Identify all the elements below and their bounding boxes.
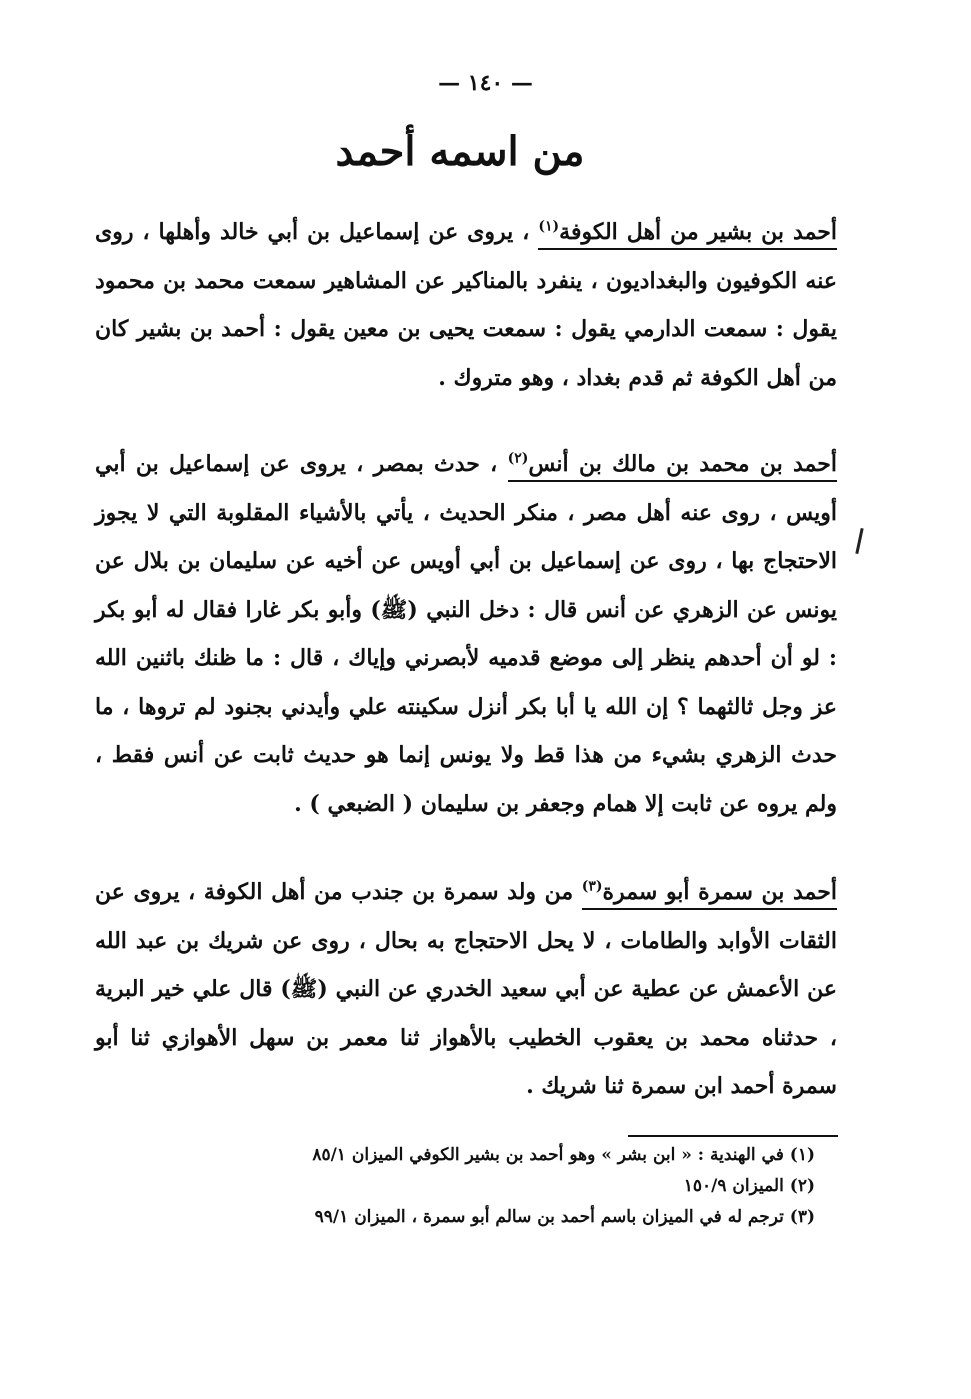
entry-body: ، حدث بمصر ، يروى عن إسماعيل بن أبي أويس ، روى عنه أهل مصر ، منكر الحديث ، يأتي بالأشياء المقلوبة التي لا يجوز الاحتجاج بها ، روى عن إسماعيل بن أبي أويس عن أخيه عن سليمان بن بلال عن يونس عن الزهري عن أنس قال : دخل النبي (ﷺ) وأبو بكر غارا فقال له أبو بكر : لو أن أحدهم ينظر إلى موضع قدميه لأبصرني وإياك ، قال : ما ظنك باثنين الله عز وجل ثالثهما ؟ إن الله يا أبا بكر أنزل سكينته علي وأيدني بجنود لم تروها ، ما حدث الزهري بشيء من هذا قط ولا يونس إنما هو حديث ثابت عن أنس فقط ، ولم يروه عن ثابت إلا همام وجعفر بن سليمان ( الضبعي ) . xyxy=(95,451,837,817)
biography-entry xyxy=(95,868,837,1111)
entry-heading xyxy=(582,879,837,910)
biography-entry xyxy=(95,208,837,402)
entry-body: من ولد سمرة بن جندب من أهل الكوفة ، يروى عن الثقات الأوابد والطامات ، لا يحل الاحتجاج به بحال ، روى عن شريك بن عبد الله عن الأعمش عن عطية عن أبي سعيد الخدري عن النبي (ﷺ) قال علي خير البرية ، حدثناه محمد بن يعقوب الخطيب بالأهواز ثنا معمر بن سهل الأهوازي ثنا أبو سمرة أحمد ابن سمرة ثنا شريك . xyxy=(95,879,837,1099)
entry-name: أحمد بن بشير من أهل الكوفة xyxy=(559,219,838,245)
section-title: من اسمه أحمد xyxy=(335,128,585,175)
footnotes xyxy=(270,1140,815,1233)
entry-body: ، يروى عن إسماعيل بن أبي خالد وأهلها ، روى عنه الكوفيون والبغداديون ، ينفرد بالمناكير عن المشاهير سمعت محمد بن محمود يقول : سمعت الدارمي يقول : سمعت يحيى بن معين يقول : أحمد بن بشير كان من أهل الكوفة ثم قدم بغداد ، وهو متروك . xyxy=(95,219,837,391)
entry-heading xyxy=(538,219,837,250)
entry-name: أحمد بن سمرة أبو سمرة xyxy=(602,879,837,905)
biography-entry xyxy=(95,440,837,828)
footnote-ref: (٣) xyxy=(581,878,603,895)
entry-name: أحمد بن محمد بن مالك بن أنس xyxy=(528,451,837,477)
footnote-ref: (١) xyxy=(538,218,560,235)
footnote-ref: (٢) xyxy=(507,450,529,467)
footnote: (٢) الميزان ١٥٠/٩ xyxy=(683,1176,815,1196)
footnote: (١) في الهندية : « ابن بشر » وهو أحمد بن بشير الكوفي الميزان ٨٥/١ xyxy=(312,1145,815,1165)
page-number: — ١٤٠ — xyxy=(438,70,533,96)
margin-mark xyxy=(855,528,863,554)
footnote: (٣) ترجم له في الميزان باسم أحمد بن سالم أبو سمرة ، الميزان ٩٩/١ xyxy=(314,1207,815,1227)
entry-heading xyxy=(508,451,837,482)
footnote-divider xyxy=(628,1135,838,1137)
